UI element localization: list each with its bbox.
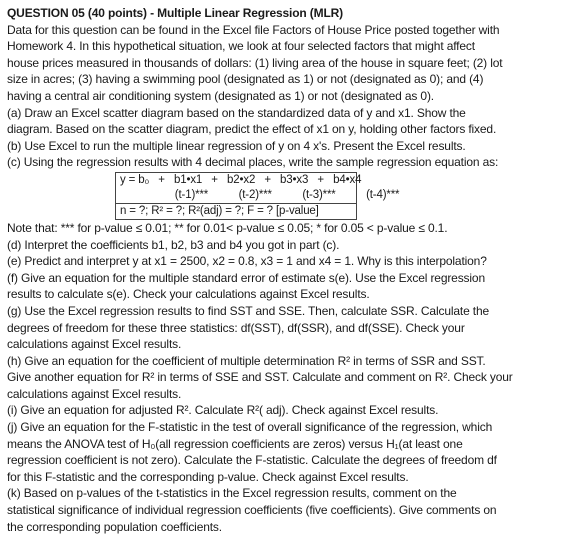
equation-row: y = b₀ + b1•x1 + b2•x2 + b3•x3 + b4•x4 — [120, 173, 362, 186]
text-line: size in acres; (3) having a swimming pool (designated as 1) or not (designated as 0); and (4) — [7, 72, 484, 87]
text-line: regression coefficient is not zero). Calculate the F-statistic. Calculate the degrees of freedom df — [7, 453, 497, 468]
text-line: Data for this question can be found in the Excel file Factors of House Price posted together with — [7, 22, 500, 37]
intro-paragraph — [7, 22, 555, 171]
text-line: means the ANOVA test of H₀(all regression coefficients are zeros) versus H₁(at least one — [7, 436, 463, 451]
text-line: house prices measured in thousands of dollars: (1) living area of the house in square feet; (2) lot — [7, 55, 503, 70]
text-line: (k) Based on p-values of the t-statistics in the Excel regression results, comment on the — [7, 486, 457, 501]
text-line: Give another equation for R² in terms of SSE and SST. Calculate and comment on R². Check your — [7, 370, 513, 385]
question-title: QUESTION 05 (40 points) - Multiple Linear Regression (MLR) — [7, 6, 344, 20]
text-line: calculations against Excel results. — [7, 337, 182, 352]
t-stat-row: (t-1)*** (t-2)*** (t-3)*** (t-4)*** — [120, 188, 400, 201]
text-line: the corresponding population coefficients. — [7, 519, 222, 534]
text-line: statistical significance of individual regression coefficients (five coefficients). Give comments on — [7, 503, 497, 518]
text-line: (d) Interpret the coefficients b1, b2, b3 and b4 you got in part (c). — [7, 237, 340, 252]
text-line: (i) Give an equation for adjusted R². Calculate R²( adj). Check against Excel results. — [7, 403, 439, 418]
text-line: results to calculate s(e). Check your calculations against Excel results. — [7, 287, 370, 302]
fit-stats-row: n = ?; R² = ?; R²(adj) = ?; F = ? [p-value] — [116, 203, 356, 219]
text-line: (a) Draw an Excel scatter diagram based on the standardized data of y and x1. Show the — [7, 105, 466, 120]
text-line: (f) Give an equation for the multiple standard error of estimate s(e). Use the Excel regression — [7, 270, 485, 285]
text-line: (e) Predict and interpret y at x1 = 2500, x2 = 0.8, x3 = 1 and x4 = 1. Why is this interpolation? — [7, 254, 487, 269]
text-line: (b) Use Excel to run the multiple linear regression of y on 4 x's. Present the Excel results. — [7, 138, 466, 153]
text-line: degrees of freedom for these three statistics: df(SST), df(SSR), and df(SSE). Check your — [7, 320, 465, 335]
text-line: (c) Using the regression results with 4 decimal places, write the sample regression equation as: — [7, 155, 499, 170]
text-line: diagram. Based on the scatter diagram, predict the effect of x1 on y, holding other factors fixed. — [7, 122, 497, 137]
text-line: for this F-statistic and the corresponding p-value. Check against Excel results. — [7, 469, 409, 484]
text-line: having a central air conditioning system (designated as 1) or not (designated as 0). — [7, 88, 434, 103]
text-line: (g) Use the Excel regression results to find SST and SSE. Then, calculate SSR. Calculate the — [7, 303, 490, 318]
text-line: (j) Give an equation for the F-statistic in the test of overall significance of the regression, which — [7, 420, 493, 435]
regression-equation-box — [115, 172, 400, 220]
questions-list — [7, 220, 555, 535]
text-line: Note that: *** for p-value ≤ 0.01; ** for 0.01< p-value ≤ 0.05; * for 0.05 < p-value ≤ 0.1. — [7, 220, 448, 235]
text-line: (h) Give an equation for the coefficient of multiple determination R² in terms of SSR and SST. — [7, 353, 486, 368]
text-line: Homework 4. In this hypothetical situation, we look at four selected factors that might affect — [7, 39, 475, 54]
text-line: calculations against Excel results. — [7, 386, 182, 401]
